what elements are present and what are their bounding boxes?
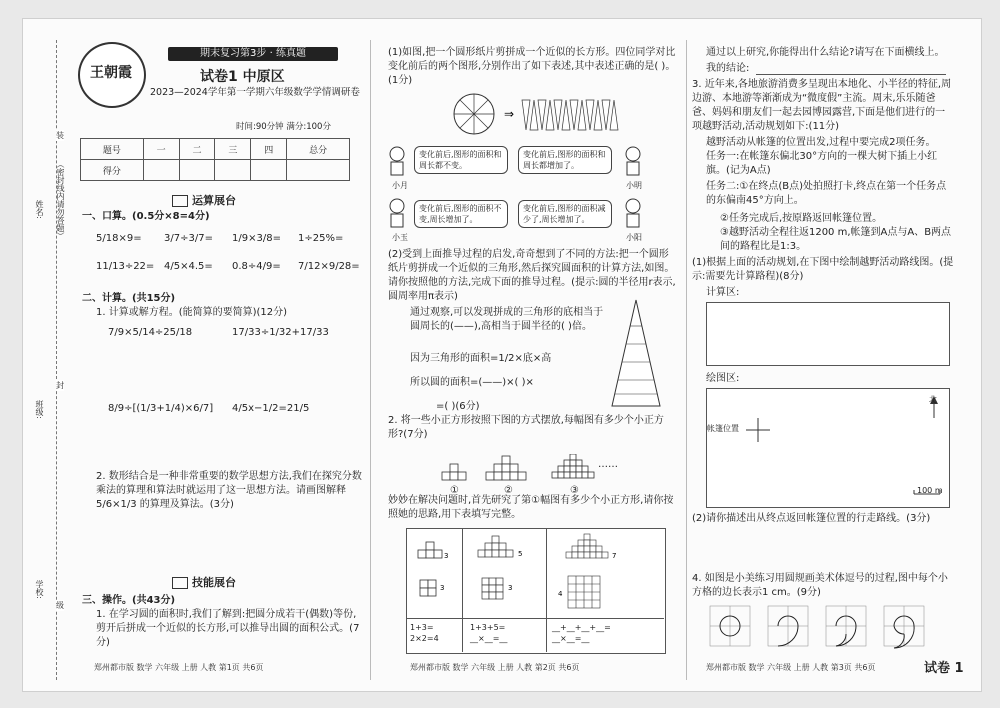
question-title: 一、口算。(0.5分×8=4分) (82, 211, 210, 222)
time-score: 时间:90分钟 满分:100分 (236, 122, 331, 132)
page-footer: 郑州都市版 数学 六年级 上册 人教 第2页 共6页 (410, 663, 580, 672)
north-arrow-label: 北 (929, 395, 937, 404)
student-name: 小阳 (626, 233, 642, 242)
svg-text:4: 4 (558, 590, 563, 598)
scale-label: 100 m (917, 486, 943, 495)
seal-char: 级 (56, 601, 64, 610)
student-name: 小明 (626, 181, 642, 190)
section-title (172, 192, 236, 208)
logo-badge (78, 42, 146, 108)
section-label: 技能展台 (192, 576, 236, 589)
score-header: 一 (143, 139, 179, 160)
score-cell[interactable] (287, 160, 350, 181)
score-header: 总分 (287, 139, 350, 160)
column-divider (370, 40, 371, 680)
pencil-icon (172, 577, 188, 589)
question-text: 4. 如图是小美练习用圆规画美术体逗号的过程,图中每个小方格的边长表示1 cm。(9分) (692, 573, 948, 598)
answer-line[interactable] (756, 74, 946, 75)
score-cell[interactable] (143, 160, 179, 181)
task-text: 任务一:在帐篷东偏北30°方向的一棵大树下插上小红旗。(记为A点) (706, 151, 938, 176)
paper-number: 试卷 1 (924, 661, 964, 676)
oral-item: 1/9×3/8= (232, 233, 281, 244)
score-cell[interactable] (251, 160, 287, 181)
table-formula: __+__+__+__= __×__=__ (552, 623, 611, 643)
binding-strip (30, 120, 50, 660)
question-text: 1. 在学习圆的面积时,我们了解到:把圆分成若干(偶数)等份,剪开后拼成一个近似的长方形,可以推导出圆的面积公式。(7分) (96, 609, 360, 648)
question-text: (1)根据上面的活动规划,在下图中绘制越野活动路线图。(提示:需要先计算路程)(8分) (692, 257, 954, 282)
task-text: ③越野活动全程往返1200 m,帐篷到A点与A、B两点间的路程比是1:3。 (720, 227, 952, 252)
draw-area-label: 绘图区: (706, 373, 740, 384)
question-text: 我的结论: (706, 63, 750, 74)
calc-area[interactable] (706, 302, 950, 366)
figure-3-diagram (554, 532, 658, 616)
student-name: 小月 (392, 181, 408, 190)
question-text: 2. 将一些小正方形按照下图的方式摆放,每幅图有多少个小正方形?(7分) (388, 415, 664, 440)
question-text: =( )(6分) (436, 401, 480, 412)
oral-item: 5/18×9= (96, 233, 142, 244)
speech-bubble: 变化前后,图形的面积和周长都不变。 (414, 146, 508, 174)
question-text: 妙妙在解决问题时,首先研究了第①幅图有多少个小正方形,请你按照她的思路,用下表填写完整。 (388, 495, 674, 520)
question-text: 越野活动从帐篷的位置出发,过程中要完成2项任务。 (706, 137, 936, 148)
score-table (80, 138, 350, 181)
svg-text:3: 3 (508, 584, 513, 592)
svg-text:3: 3 (440, 584, 445, 592)
seal-note: （密封线内请勿答题） (56, 160, 65, 240)
name-label: 姓名: (35, 200, 44, 219)
paper-subtitle: 2023—2024学年第一学期六年级数学学情调研卷 (150, 87, 360, 98)
triangle-figure (608, 298, 664, 410)
score-header: 四 (251, 139, 287, 160)
question-text: (2)请你描述出从终点返回帐篷位置的行走路线。(3分) (692, 513, 931, 524)
task-text: ②任务完成后,按原路返回帐篷位置。 (720, 213, 883, 224)
question-text: 通过观察,可以发现拼成的三角形的底相当于圆周长的(——),高相当于圆半径的( )倍。 (410, 307, 604, 332)
section-label: 运算展台 (192, 194, 236, 207)
calc-item: 17/33÷1/32+17/33 (232, 327, 329, 338)
class-label: 班级: (35, 400, 44, 419)
svg-text:⇒: ⇒ (504, 107, 515, 121)
table-divider (546, 528, 547, 652)
student-avatar (386, 198, 408, 228)
question-text: 所以圆的面积=(——)×( )× (410, 377, 534, 388)
svg-text:5: 5 (518, 550, 523, 558)
pencil-icon (172, 195, 188, 207)
calc-item: 8/9÷[(1/3+1/4)×6/7] (108, 403, 214, 414)
score-header: 二 (179, 139, 215, 160)
speech-bubble: 变化前后,图形的面积和周长都增加了。 (518, 146, 612, 174)
student-avatar (622, 146, 644, 176)
page-footer: 郑州都市版 数学 六年级 上册 人教 第1页 共6页 (94, 663, 264, 672)
question-text: (1)如图,把一个圆形纸片剪拼成一个近似的长方形。四位同学对比变化前后的两个图形,分别作出了如下表述,其中表述正确的是( )。(1分) (388, 47, 676, 86)
table-formula: 1+3= 2×2=4 (410, 623, 439, 643)
oral-item: 7/12×9/28= (298, 261, 360, 272)
figure-label: ③ (570, 485, 579, 496)
figure-label: …… (598, 459, 618, 470)
oral-item: 1÷25%= (298, 233, 344, 244)
question-text: 2. 数形结合是一种非常重要的数学思想方法,我们在探究分数乘法的算理和算法时就运用了这一思想方法。请画图解释 5/6×1/3 的算理及算法。(3分) (96, 471, 362, 510)
svg-text:7: 7 (612, 552, 617, 560)
table-formula: 1+3+5= __×__=__ (470, 623, 508, 643)
student-avatar (386, 146, 408, 176)
question-text: 3. 近年来,各地旅游消费多呈现出本地化、小半径的特征,周边游、本地游等渐渐成为“微度假”主流。周末,乐乐随爸爸、妈妈和朋友们一起去园博园露营,下面是他们进行的一项越野活动,活动规划如下:(11分) (692, 79, 952, 132)
question-title: 二、计算。(共15分) (82, 293, 176, 304)
speech-bubble: 变化前后,图形的面积不变,周长增加了。 (414, 200, 508, 228)
question-text: 通过以上研究,你能得出什么结论?请写在下面横线上。 (706, 47, 945, 58)
section-title (172, 574, 236, 590)
score-header: 题号 (81, 139, 144, 160)
calc-item: 4/5x−1/2=21/5 (232, 403, 310, 414)
student-name: 小玉 (392, 233, 408, 242)
logo-mark: 王朝霞 (90, 65, 132, 81)
page-footer: 郑州都市版 数学 六年级 上册 人教 第3页 共6页 (706, 663, 876, 672)
tent-label: 帐篷位置 (707, 424, 739, 433)
table-divider (462, 528, 463, 652)
oral-item: 3/7÷3/7= (164, 233, 213, 244)
figure-label: ② (504, 485, 513, 496)
score-header: 三 (215, 139, 251, 160)
seal-line (56, 40, 71, 680)
seal-char: 装 (56, 131, 64, 140)
oral-item: 11/13÷22= (96, 261, 155, 272)
score-row-label: 得分 (81, 160, 144, 181)
banner: 期末复习第3步 · 练真题 (168, 47, 338, 61)
student-avatar (622, 198, 644, 228)
svg-text:3: 3 (444, 552, 449, 560)
speech-bubble: 变化前后,图形的面积减少了,周长增加了。 (518, 200, 612, 228)
calc-area-label: 计算区: (706, 287, 740, 298)
score-cell[interactable] (215, 160, 251, 181)
paper-title: 试卷1 中原区 (200, 69, 285, 85)
question-text: 1. 计算或解方程。(能简算的要简算)(12分) (96, 307, 288, 318)
calc-item: 7/9×5/14÷25/18 (108, 327, 193, 338)
school-label: 学校: (35, 580, 44, 599)
task-text: 任务二:①在终点(B点)处拍照打卡,终点在第一个任务点的东偏南45°方向上。 (706, 181, 947, 206)
score-cell[interactable] (179, 160, 215, 181)
figure-2-diagram (470, 534, 544, 614)
table-divider (406, 618, 664, 619)
draw-area-marks (706, 388, 948, 506)
column-divider (686, 40, 687, 680)
figure-1-diagram (414, 540, 454, 610)
seal-char: 封 (56, 381, 64, 390)
question-text: (2)受到上面推导过程的启发,奇奇想到了不同的方法:把一个圆形纸片剪拼成一个近似的三角形,然后探究圆面积的计算方法,如图。请你按照他的方法,完成下面的推导过程。(提示:圆的半径用r表示,圆周率用π表示) (388, 249, 676, 302)
oral-item: 0.8÷4/9= (232, 261, 281, 272)
question-title: 三、操作。(共43分) (82, 595, 176, 606)
comma-drawing-figure (706, 604, 946, 656)
circle-to-rectangle-figure (452, 92, 672, 138)
figure-label: ① (450, 485, 459, 496)
question-text: 因为三角形的面积=1/2×底×高 (410, 353, 552, 364)
oral-item: 4/5×4.5= (164, 261, 213, 272)
